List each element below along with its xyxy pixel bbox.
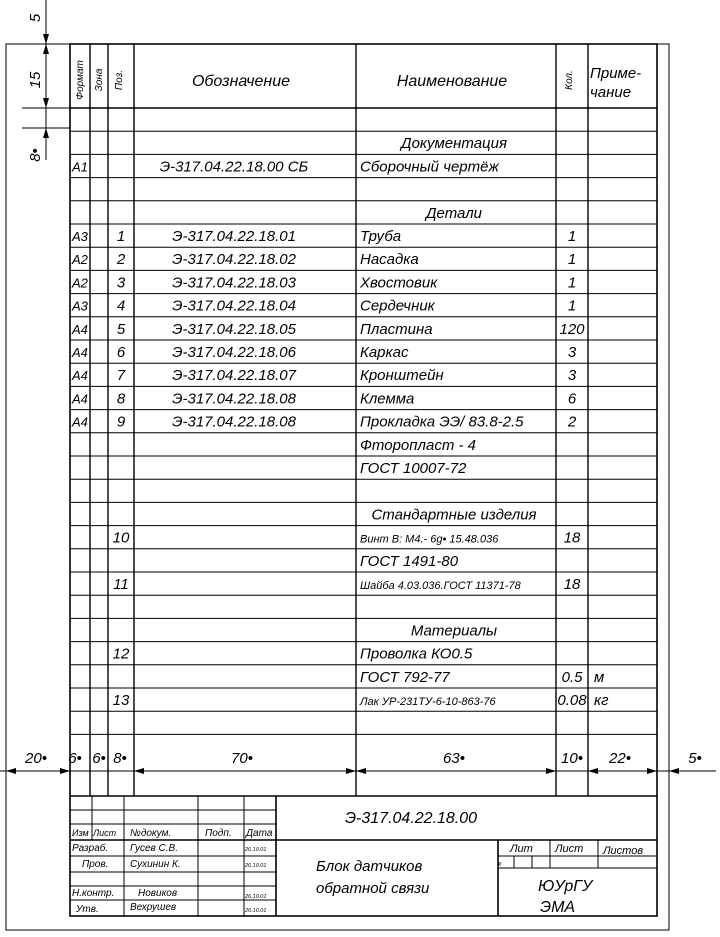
dim-col-note: 22•	[609, 750, 631, 767]
header-pos: Поз.	[114, 69, 125, 91]
nkontr-name: Новиков	[138, 888, 178, 899]
dim-col-qty: 10•	[561, 750, 583, 767]
header-note-line1: Приме-	[590, 65, 642, 82]
section-heading: Материалы	[410, 622, 498, 640]
cell-qty: 18	[563, 529, 581, 547]
cell-designation: Э-317.04.22.18.01	[172, 228, 296, 245]
dim-margin-right: 5•	[688, 750, 702, 767]
cell-format: А4	[72, 391, 88, 407]
product-title-line1: Блок датчиков	[316, 858, 423, 875]
header-format: Формат	[75, 60, 86, 100]
cell-qty: 3	[567, 344, 577, 361]
cell-qty: 1	[567, 274, 577, 292]
cell-qty: 1	[567, 228, 577, 245]
cell-designation: Э-317.04.22.18.08	[172, 413, 296, 431]
header-zone: Зона	[94, 68, 105, 92]
cell-format: А4	[72, 368, 88, 384]
cell-qty: 18	[563, 576, 581, 593]
table-row	[71, 367, 577, 384]
label-lit: Лит	[510, 843, 533, 855]
label-izm: Изм	[72, 828, 89, 838]
cell-name: Шайба 4.03.036.ГОСТ 11371-78	[360, 580, 521, 592]
cell-note: кг	[594, 692, 609, 709]
cell-designation: Э-317.04.22.18.00 СБ	[159, 158, 309, 176]
cell-name: Клемма	[360, 390, 415, 408]
cell-name: Прокладка ЭЭ/ 83.8-2.5	[360, 413, 524, 431]
section-heading: Документация	[401, 135, 507, 153]
cell-pos: 5	[116, 320, 126, 338]
cell-designation: Э-317.04.22.18.05	[172, 320, 296, 338]
cell-qty: 6	[567, 390, 577, 408]
cell-name: Винт В: М4.- 6g• 15.48.036	[360, 533, 499, 546]
dim-top: 5	[27, 13, 44, 23]
cell-name: Фторопласт - 4	[360, 436, 477, 454]
cell-name: Пластина	[360, 320, 433, 338]
section-heading: Стандартные изделия	[371, 506, 537, 524]
cell-format: А4	[72, 345, 88, 360]
cell-name: ГОСТ 10007-72	[360, 460, 467, 477]
cell-pos: 4	[116, 297, 126, 315]
cell-qty: 120	[559, 320, 585, 338]
table-row	[360, 669, 604, 686]
product-title-line2: обратной связи	[316, 880, 430, 897]
cell-pos: 13	[112, 692, 130, 709]
dim-col-name: 63•	[443, 750, 465, 767]
cell-designation: Э-317.04.22.18.08	[172, 390, 296, 408]
cell-format: А3	[72, 229, 88, 244]
utv-name: Вехрушев	[130, 902, 177, 913]
table-row	[71, 344, 577, 361]
cell-format: А4	[72, 414, 88, 430]
table-row	[411, 622, 497, 639]
table-row	[71, 321, 585, 338]
label-podp: Подп.	[205, 828, 232, 839]
dim-col-designation: 70•	[231, 750, 253, 767]
org-line1: ЮУрГУ	[538, 878, 593, 895]
cell-pos: 3	[116, 274, 126, 292]
label-ndoc: №докум.	[130, 828, 172, 839]
doc-code: Э-317.04.22.18.00	[344, 810, 478, 827]
table-row	[113, 530, 581, 547]
dim-col-format: 6•	[68, 750, 82, 767]
cell-name: ГОСТ 1491-80	[360, 552, 459, 570]
label-nkontr: Н.контр.	[72, 888, 115, 899]
spec-rows	[71, 135, 609, 709]
cell-qty: 1	[567, 297, 577, 315]
cell-note: м	[594, 668, 605, 686]
table-row	[71, 298, 576, 315]
cell-name: Кронштейн	[360, 367, 444, 385]
cell-format: А3	[72, 298, 88, 314]
cell-designation: Э-317.04.22.18.07	[172, 367, 296, 385]
cell-qty: 3	[567, 367, 577, 385]
header-note-line2: чание	[590, 84, 632, 101]
header-designation: Обозначение	[191, 73, 291, 90]
cell-designation: Э-317.04.22.18.04	[172, 297, 296, 315]
label-sheet: Лист	[555, 843, 584, 855]
cell-qty: 0.5	[561, 668, 583, 686]
label-list: Лист	[93, 828, 117, 838]
table-row	[360, 437, 476, 454]
cell-pos: 12	[112, 645, 130, 663]
table-row	[71, 274, 576, 291]
dim-row-height: 8•	[27, 148, 44, 162]
cell-name: Труба	[360, 228, 402, 245]
cell-name: Сердечник	[360, 297, 435, 315]
table-row	[71, 228, 576, 245]
cell-designation: Э-317.04.22.18.06	[172, 344, 296, 361]
org-line2: ЭМА	[540, 899, 576, 916]
title-block	[70, 796, 657, 916]
cell-qty: 2	[567, 413, 577, 431]
table-row	[71, 251, 576, 268]
prov-date: 26.10.01	[245, 863, 267, 869]
cell-pos: 2	[116, 251, 126, 269]
cell-pos: 6	[116, 344, 126, 361]
cell-name: Лак УР-231ТУ-6-10-863-76	[360, 696, 496, 708]
table-row	[71, 390, 577, 407]
cell-name: Хвостовик	[360, 274, 438, 292]
table-row	[360, 553, 459, 570]
nkontr-date: 26.10.01	[245, 894, 267, 900]
utv-date: 26.10.01	[245, 908, 267, 914]
cell-name: ГОСТ 792-77	[360, 668, 450, 686]
section-heading: Детали	[425, 204, 483, 222]
cell-name: Насадка	[360, 251, 419, 269]
dim-header-height: 15	[27, 71, 44, 89]
cell-qty: 0.08	[557, 692, 587, 709]
cell-qty: 1	[567, 251, 577, 269]
table-row	[113, 692, 609, 709]
header-qty: Кол.	[564, 70, 575, 90]
cell-pos: 11	[113, 576, 129, 593]
cell-name: Проволка КО0.5	[360, 645, 473, 663]
table-row	[71, 414, 577, 431]
cell-format: А1	[72, 159, 88, 175]
cell-designation: Э-317.04.22.18.02	[172, 251, 296, 269]
dim-margin-left: 20•	[25, 750, 47, 767]
dim-col-zone: 6•	[92, 750, 106, 767]
lit-mark: к	[498, 861, 502, 868]
table-row	[71, 158, 499, 175]
table-row	[360, 460, 467, 477]
label-data: Дата	[246, 828, 273, 839]
cell-pos: 10	[112, 529, 130, 547]
cell-name: Сборочный чертёж	[360, 158, 499, 176]
cell-format: А4	[72, 321, 88, 337]
label-razrab: Разраб.	[72, 843, 109, 854]
label-utv: Утв.	[76, 904, 99, 915]
label-sheets: Листов	[603, 845, 644, 857]
dim-col-pos: 8•	[113, 750, 127, 767]
cell-pos: 7	[116, 367, 126, 385]
cell-pos: 9	[116, 413, 126, 431]
razrab-name: Гусев С.В.	[130, 843, 179, 854]
table-row	[113, 646, 473, 663]
cell-pos: 8	[116, 390, 126, 408]
table-row	[424, 205, 483, 222]
label-prov: Пров.	[82, 859, 109, 870]
razrab-date: 26.10.01	[245, 847, 267, 853]
cell-pos: 1	[116, 228, 126, 245]
table-row	[399, 135, 507, 152]
cell-format: А2	[72, 252, 88, 268]
cell-name: Каркас	[360, 344, 409, 361]
cell-designation: Э-317.04.22.18.03	[172, 274, 296, 292]
table-row	[371, 506, 536, 523]
prov-name: Сухинин К.	[130, 859, 181, 870]
table-row	[113, 576, 581, 593]
header-name: Наименование	[396, 73, 508, 90]
cell-format: А2	[72, 275, 88, 291]
outer-frame	[6, 44, 669, 930]
